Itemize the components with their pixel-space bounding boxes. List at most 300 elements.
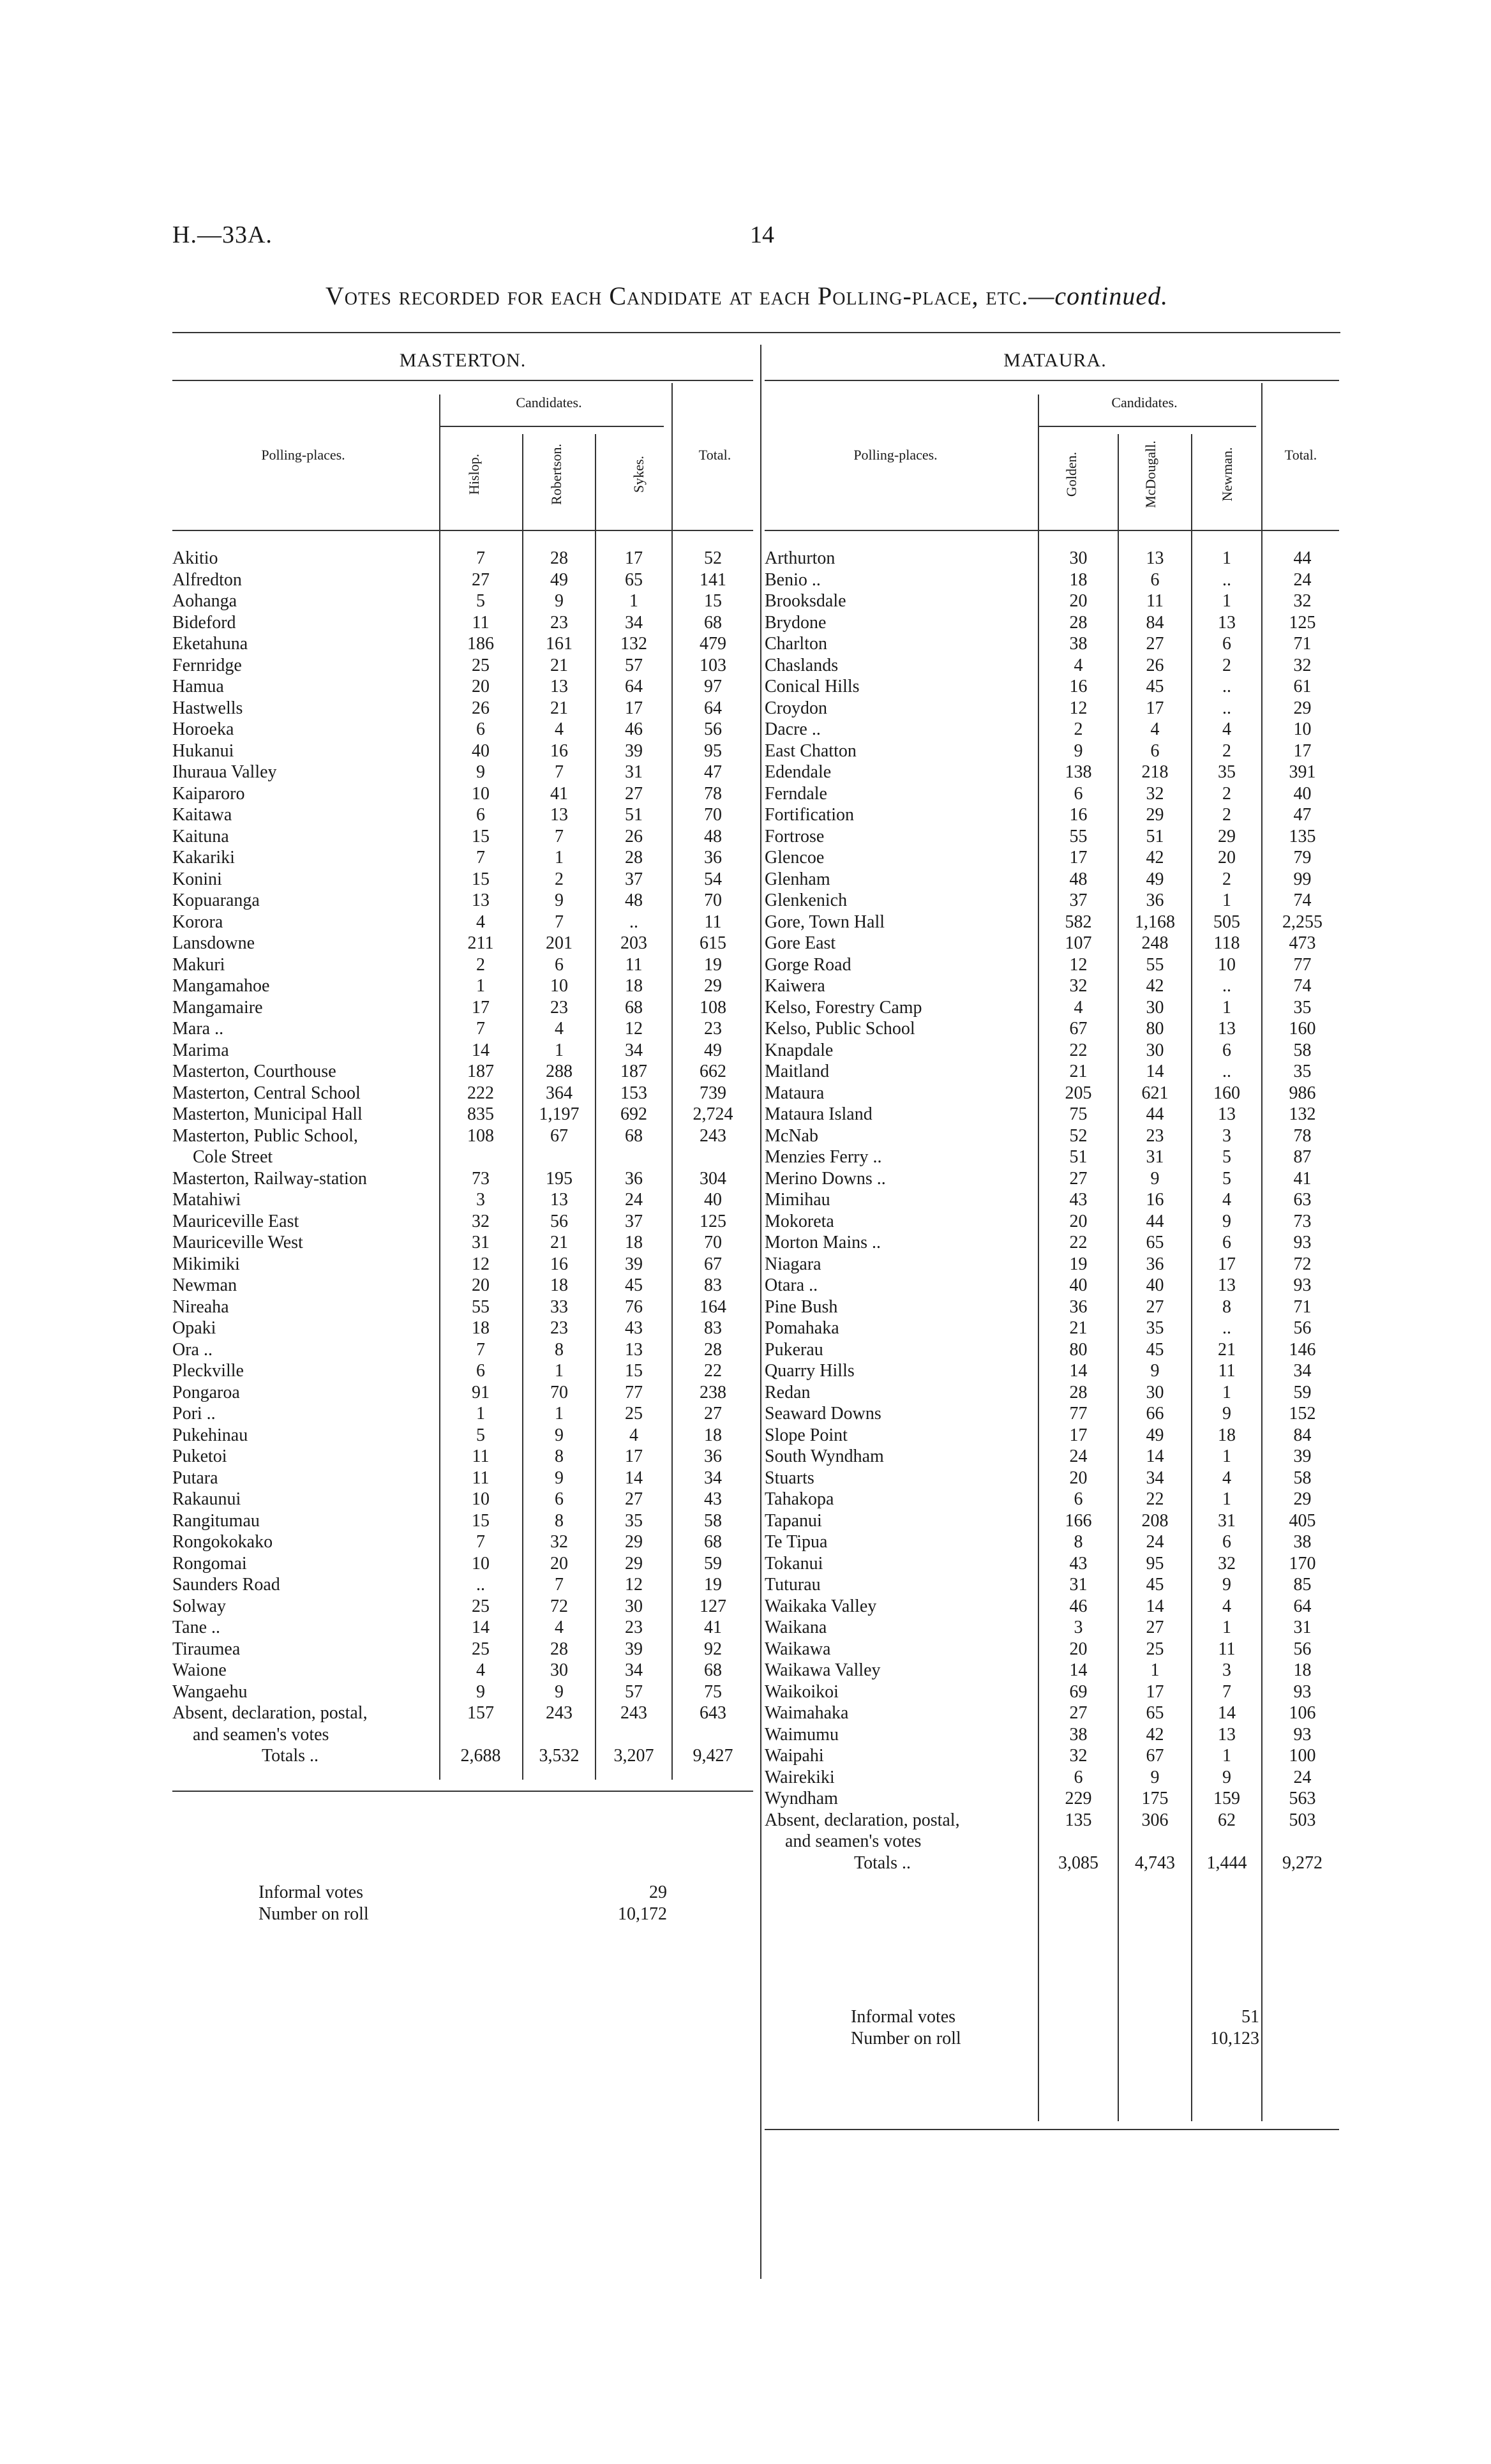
- total-votes: 35: [1293, 997, 1312, 1018]
- polling-place-name: [765, 1232, 881, 1254]
- total-votes: 64: [704, 698, 722, 718]
- candidate-votes: 64: [625, 677, 643, 696]
- candidate-votes: 17: [1146, 1681, 1164, 1702]
- polling-place-name: [765, 1788, 838, 1810]
- candidate-votes: 49: [1146, 1425, 1164, 1445]
- polling-places-header: Polling-places.: [853, 447, 938, 463]
- table-row: [765, 1810, 1345, 1852]
- candidate-votes: 23: [1146, 1125, 1164, 1146]
- candidate-votes: 27: [472, 569, 490, 590]
- table-row: [172, 890, 753, 912]
- candidate-votes: 9: [1222, 1767, 1231, 1787]
- polling-place-text: Mangamaire: [172, 997, 263, 1018]
- candidate-votes: 77: [625, 1382, 643, 1402]
- polling-place-name: [172, 1232, 303, 1254]
- polling-place-text: Waione: [172, 1660, 227, 1680]
- candidate-votes: 2,688: [460, 1746, 501, 1766]
- candidate-votes: 26: [1146, 655, 1164, 675]
- candidate-votes: 16: [550, 1254, 568, 1274]
- polling-place-text: Bideford: [172, 612, 236, 633]
- candidate-votes: 24: [1069, 1446, 1088, 1466]
- candidate-votes: 5: [1222, 1168, 1231, 1189]
- candidate-votes: 8: [1074, 1532, 1083, 1552]
- polling-place-text: Totals ..: [854, 1852, 911, 1873]
- table-row: [172, 1318, 753, 1339]
- candidate-votes: 16: [550, 740, 568, 761]
- table-row: [172, 804, 753, 826]
- candidate-votes: 243: [620, 1703, 647, 1723]
- candidate-votes: 1: [629, 591, 638, 611]
- table-bottom-rule: [172, 1791, 753, 1792]
- total-votes: 23: [704, 1019, 722, 1039]
- candidate-votes: 42: [1146, 976, 1164, 996]
- candidate-name: McDougall.: [1143, 440, 1158, 508]
- candidate-votes: 2: [1222, 740, 1231, 761]
- table-row: [172, 1382, 753, 1404]
- candidate-votes: 11: [1218, 1361, 1236, 1381]
- total-votes: 24: [1293, 569, 1312, 590]
- polling-place-name: [765, 1510, 822, 1532]
- candidate-votes: 187: [620, 1062, 647, 1081]
- total-votes: 29: [1293, 698, 1312, 718]
- table-row: [765, 590, 1345, 612]
- polling-place-name: [172, 954, 225, 976]
- candidate-votes: 25: [472, 1639, 490, 1659]
- candidate-votes: 20: [1069, 1639, 1088, 1659]
- candidate-votes: 16: [1069, 805, 1088, 825]
- table-row: [765, 997, 1345, 1019]
- candidate-votes: 32: [472, 1211, 490, 1231]
- table-row: [765, 1232, 1345, 1254]
- table-row: [172, 612, 753, 634]
- polling-place-text: Kaituna: [172, 826, 229, 846]
- candidate-votes: 7: [555, 1575, 564, 1595]
- polling-place-name: [765, 890, 847, 912]
- candidate-votes: 10: [472, 1489, 490, 1509]
- candidate-votes: 17: [625, 698, 643, 718]
- table-row: [172, 1531, 753, 1553]
- candidate-votes: 9: [555, 1468, 564, 1488]
- candidate-votes: 14: [625, 1468, 643, 1488]
- candidate-votes: 138: [1065, 762, 1092, 782]
- candidate-votes: 9: [1222, 1404, 1231, 1424]
- polling-place-name: [172, 783, 245, 805]
- candidate-votes: 95: [1146, 1553, 1164, 1574]
- polling-place-name: [765, 1211, 834, 1233]
- candidate-votes: 32: [1146, 783, 1164, 804]
- candidate-votes: 9: [1150, 1361, 1160, 1381]
- candidate-votes: 45: [1146, 1339, 1164, 1360]
- masterton-summary: [258, 1882, 667, 1933]
- polling-place-text: Mangamahoe: [172, 976, 270, 996]
- polling-place-text: Tahakopa: [765, 1489, 834, 1509]
- polling-place-text: Wyndham: [765, 1789, 838, 1808]
- candidate-votes: 12: [625, 1575, 643, 1595]
- candidate-votes: 364: [546, 1083, 573, 1103]
- candidate-votes: 13: [550, 677, 568, 696]
- polling-place-name: [172, 847, 235, 869]
- polling-place-text: Wairekiki: [765, 1767, 835, 1787]
- polling-place-text: Conical Hills: [765, 677, 860, 696]
- candidate-votes: 4: [1074, 997, 1083, 1018]
- table-row: [172, 1125, 753, 1168]
- total-votes: 70: [704, 890, 722, 910]
- candidate-votes: 32: [550, 1532, 568, 1552]
- totals-row: [172, 1745, 753, 1767]
- table-row: [172, 1104, 753, 1125]
- table-row: [765, 1382, 1345, 1404]
- polling-place-name: [765, 1767, 835, 1789]
- total-votes: 473: [1289, 933, 1316, 953]
- polling-place-name: [172, 890, 260, 912]
- table-row: [172, 762, 753, 783]
- polling-place-name: [765, 869, 830, 890]
- candidate-votes: 4: [1222, 1468, 1231, 1488]
- candidate-votes: 6: [1074, 783, 1083, 804]
- candidate-votes: 1: [1222, 1618, 1231, 1637]
- polling-place-text: Mikimiki: [172, 1254, 240, 1274]
- candidate-votes: 57: [625, 655, 643, 675]
- total-votes: 63: [1293, 1190, 1312, 1210]
- table-row: [765, 1446, 1345, 1468]
- candidate-votes: 218: [1141, 762, 1169, 782]
- total-votes: 48: [704, 826, 722, 846]
- candidate-votes: 55: [472, 1296, 490, 1317]
- polling-place-name: [172, 1296, 229, 1318]
- candidate-votes: 77: [1069, 1404, 1088, 1424]
- candidate-votes: 46: [625, 719, 643, 739]
- total-votes: 141: [700, 569, 726, 590]
- polling-place-name: [765, 1425, 848, 1446]
- table-row: [765, 1724, 1345, 1746]
- total-votes: 68: [704, 612, 722, 633]
- candidate-votes: 80: [1069, 1339, 1088, 1360]
- total-votes: 71: [1293, 634, 1312, 654]
- polling-place-name: [172, 1275, 237, 1296]
- candidate-votes: 4: [555, 719, 564, 739]
- candidate-votes: 5: [476, 1425, 485, 1445]
- candidate-votes: 35: [625, 1510, 643, 1531]
- polling-place-name: [172, 933, 255, 954]
- candidate-votes: 12: [1069, 954, 1088, 975]
- informal-votes-value: 51: [1241, 2007, 1259, 2027]
- candidate-votes: 6: [1222, 1532, 1231, 1552]
- polling-place-text: Opaki: [172, 1318, 216, 1338]
- polling-place-name: [765, 1083, 824, 1104]
- candidate-votes: 11: [472, 1446, 490, 1466]
- total-votes: 78: [1293, 1125, 1312, 1146]
- table-row: [172, 1553, 753, 1575]
- candidate-votes: 13: [1146, 548, 1164, 568]
- total-votes: 36: [704, 848, 722, 868]
- candidate-votes: 7: [555, 762, 564, 782]
- table-row: [172, 1574, 753, 1596]
- candidate-votes: ..: [1222, 976, 1231, 996]
- candidate-votes: 13: [550, 805, 568, 825]
- polling-place-name: [172, 1639, 240, 1660]
- candidate-votes: 22: [1069, 1233, 1088, 1252]
- total-votes: 35: [1293, 1062, 1312, 1081]
- polling-place-name: [172, 1702, 368, 1745]
- document-code: H.—33A.: [172, 222, 273, 248]
- total-votes: 11: [704, 912, 722, 932]
- candidate-votes: 248: [1141, 933, 1169, 953]
- polling-place-text: Menzies Ferry ..: [765, 1147, 882, 1167]
- total-votes: 28: [704, 1339, 722, 1360]
- total-votes: 47: [1293, 805, 1312, 825]
- total-votes: 132: [1289, 1104, 1316, 1124]
- candidate-votes: 835: [467, 1104, 494, 1124]
- candidate-votes: 4: [629, 1425, 638, 1445]
- polling-place-name: [765, 1018, 915, 1040]
- polling-place-text: Mauriceville East: [172, 1211, 299, 1231]
- polling-place-name: [172, 1596, 226, 1618]
- candidate-votes: 67: [1069, 1019, 1088, 1039]
- table-row: [172, 698, 753, 719]
- candidate-votes: 13: [1218, 612, 1236, 633]
- candidate-votes: 6: [1074, 1489, 1083, 1509]
- candidate-votes: 10: [1218, 954, 1236, 975]
- candidate-votes: 25: [472, 1596, 490, 1616]
- candidate-votes: 23: [550, 997, 568, 1018]
- polling-place-text: Masterton, Railway-station: [172, 1168, 367, 1189]
- polling-place-text: East Chatton: [765, 740, 857, 761]
- polling-place-name: [172, 1446, 227, 1468]
- candidate-votes: 31: [1069, 1575, 1088, 1595]
- total-votes: 47: [704, 762, 722, 782]
- candidate-votes: 6: [555, 954, 564, 975]
- total-votes: 59: [1293, 1382, 1312, 1402]
- polling-place-name: [172, 1211, 299, 1233]
- polling-place-name: [172, 1553, 247, 1575]
- polling-place-text: Arthurton: [765, 548, 835, 568]
- candidate-votes: 201: [546, 933, 573, 953]
- section-title: MASTERTON.: [399, 350, 527, 371]
- table-row: [172, 740, 753, 762]
- candidate-votes: 14: [472, 1040, 490, 1060]
- candidate-votes: 20: [1069, 591, 1088, 611]
- candidate-votes: 38: [1069, 1724, 1088, 1745]
- candidate-votes: 1: [1222, 1446, 1231, 1466]
- candidate-votes: 28: [550, 548, 568, 568]
- title-rule: [172, 332, 1340, 333]
- document-header: [172, 221, 1321, 259]
- polling-place-text: Pomahaka: [765, 1318, 839, 1338]
- candidates-underline: [440, 426, 664, 427]
- candidate-votes: 27: [1069, 1703, 1088, 1723]
- candidate-votes: 70: [550, 1382, 568, 1402]
- candidate-votes: 6: [476, 805, 485, 825]
- candidate-votes: 14: [472, 1618, 490, 1637]
- polling-place-name: [765, 804, 854, 826]
- table-row: [172, 1083, 753, 1104]
- number-on-roll-value: 10,123: [1210, 2029, 1259, 2048]
- candidate-votes: 9: [555, 1681, 564, 1702]
- candidate-votes: 39: [625, 740, 643, 761]
- candidate-votes: 69: [1069, 1681, 1088, 1702]
- table-row: [172, 912, 753, 933]
- candidate-votes: 48: [1069, 869, 1088, 889]
- candidate-votes: 56: [550, 1211, 568, 1231]
- table-row: [172, 997, 753, 1019]
- candidate-votes: 40: [1146, 1275, 1164, 1295]
- polling-place-text: Absent, declaration, postal,: [765, 1810, 960, 1830]
- polling-place-text: Seaward Downs: [765, 1404, 881, 1424]
- candidate-votes: 32: [1069, 976, 1088, 996]
- polling-place-name: [172, 676, 224, 698]
- polling-place-name: [172, 1468, 218, 1489]
- polling-place-name: [765, 719, 821, 740]
- candidate-votes: 39: [625, 1254, 643, 1274]
- polling-place-name: [765, 1275, 818, 1296]
- table-row: [765, 1040, 1345, 1062]
- polling-place-text: Redan: [765, 1382, 811, 1402]
- polling-place-name: [765, 1489, 834, 1510]
- candidate-votes: 44: [1146, 1104, 1164, 1124]
- total-votes: 19: [704, 1575, 722, 1595]
- table-row: [172, 1617, 753, 1639]
- total-votes: 125: [1289, 612, 1316, 633]
- candidate-votes: 51: [1146, 826, 1164, 846]
- candidate-votes: 4: [476, 1660, 485, 1680]
- total-header: Total.: [1284, 447, 1317, 463]
- table-row: [765, 1660, 1345, 1681]
- candidate-name: Sykes.: [631, 455, 647, 493]
- candidate-votes: 10: [472, 783, 490, 804]
- table-row: [172, 1018, 753, 1040]
- totals-label: [262, 1745, 318, 1767]
- candidate-votes: 68: [625, 1125, 643, 1146]
- candidate-votes: 32: [1218, 1553, 1236, 1574]
- table-row: [765, 1125, 1345, 1147]
- polling-place-text: Niagara: [765, 1254, 821, 1274]
- table-bottom-rule: [765, 2129, 1339, 2130]
- candidate-votes: 38: [1069, 634, 1088, 654]
- candidate-votes: 28: [1069, 1382, 1088, 1402]
- candidate-votes: 135: [1065, 1810, 1092, 1830]
- polling-place-text: Waipahi: [765, 1746, 824, 1766]
- polling-place-text: McNab: [765, 1125, 818, 1146]
- candidate-votes: 1,444: [1206, 1852, 1247, 1873]
- polling-place-text: Tiraumea: [172, 1639, 241, 1659]
- candidate-votes: 20: [472, 677, 490, 696]
- candidates-header: Candidates.: [516, 394, 582, 410]
- candidate-votes: 2: [1222, 869, 1231, 889]
- candidate-votes: 1,197: [539, 1104, 580, 1124]
- polling-place-name: [765, 1189, 830, 1211]
- candidate-name: Golden.: [1063, 451, 1079, 497]
- total-votes: 662: [700, 1062, 726, 1081]
- candidate-votes: 12: [1069, 698, 1088, 718]
- polling-place-name: [172, 655, 242, 677]
- candidate-votes: 42: [1146, 1724, 1164, 1745]
- total-votes: 100: [1289, 1746, 1316, 1766]
- polling-place-name: [172, 1104, 363, 1125]
- table-row: [172, 826, 753, 848]
- polling-place-name: [765, 1639, 830, 1660]
- polling-place-text: Kakariki: [172, 848, 235, 868]
- polling-place-text: Korora: [172, 912, 223, 932]
- candidate-votes: 18: [625, 976, 643, 996]
- polling-place-name: [172, 612, 236, 634]
- total-votes: 56: [704, 719, 722, 739]
- polling-place-text: Horoeka: [172, 719, 234, 739]
- candidate-votes: 49: [550, 569, 568, 590]
- candidate-votes: 51: [625, 805, 643, 825]
- candidate-votes: 6: [476, 719, 485, 739]
- total-votes: 986: [1289, 1083, 1316, 1103]
- candidate-votes: ..: [629, 912, 638, 932]
- polling-place-name: [765, 1702, 848, 1724]
- candidate-votes: 17: [1069, 848, 1088, 868]
- polling-place-name: [172, 1360, 244, 1382]
- candidate-votes: 4: [555, 1019, 564, 1039]
- table-row: [765, 1425, 1345, 1446]
- polling-place-name: [765, 698, 827, 719]
- polling-place-text: Marima: [172, 1040, 229, 1060]
- table-row: [765, 869, 1345, 890]
- candidate-votes: 1: [555, 1361, 564, 1381]
- polling-place-name: [765, 826, 824, 848]
- table-row: [765, 1489, 1345, 1510]
- polling-place-text: Ora ..: [172, 1339, 213, 1360]
- total-votes: 40: [704, 1190, 722, 1210]
- total-votes: 22: [704, 1361, 722, 1381]
- candidate-votes: 62: [1218, 1810, 1236, 1830]
- polling-place-name: [765, 933, 835, 954]
- table-row: [765, 569, 1345, 591]
- candidate-votes: 1: [1222, 1489, 1231, 1509]
- candidate-votes: 65: [625, 569, 643, 590]
- polling-place-name: [172, 1339, 213, 1361]
- candidate-votes: 621: [1141, 1083, 1169, 1103]
- candidate-votes: 76: [625, 1296, 643, 1317]
- candidate-votes: 6: [1222, 634, 1231, 654]
- polling-place-text: Mauriceville West: [172, 1233, 303, 1252]
- number-on-roll-value: 10,172: [618, 1904, 667, 1924]
- candidate-votes: 20: [1218, 848, 1236, 868]
- candidate-votes: 4: [1222, 1190, 1231, 1210]
- candidate-votes: 72: [550, 1596, 568, 1616]
- table-row: [765, 676, 1345, 698]
- candidate-votes: 37: [625, 869, 643, 889]
- total-votes: 87: [1293, 1147, 1312, 1167]
- candidate-votes: 42: [1146, 848, 1164, 868]
- candidate-votes: 35: [1146, 1318, 1164, 1338]
- polling-place-text: Masterton, Public School,: [172, 1125, 358, 1146]
- candidate-votes: 27: [1146, 1618, 1164, 1637]
- total-votes: 643: [700, 1703, 726, 1723]
- candidate-votes: ..: [1222, 698, 1231, 718]
- candidate-votes: 6: [476, 1361, 485, 1381]
- table-row: [172, 1660, 753, 1681]
- candidate-votes: 33: [550, 1296, 568, 1317]
- polling-place-text: Glencoe: [765, 848, 825, 868]
- page-title: [172, 281, 1321, 311]
- candidate-votes: 43: [1069, 1553, 1088, 1574]
- candidate-votes: 107: [1065, 933, 1092, 953]
- table-row: [172, 1040, 753, 1062]
- total-votes: 67: [704, 1254, 722, 1274]
- candidate-votes: 18: [625, 1233, 643, 1252]
- total-votes: 32: [1293, 655, 1312, 675]
- candidate-votes: 32: [1069, 1746, 1088, 1766]
- masterton-section: [172, 345, 753, 2292]
- total-votes: 15: [704, 591, 722, 611]
- table-row: [765, 1468, 1345, 1489]
- candidate-votes: 692: [620, 1104, 647, 1124]
- candidate-votes: 205: [1065, 1083, 1092, 1103]
